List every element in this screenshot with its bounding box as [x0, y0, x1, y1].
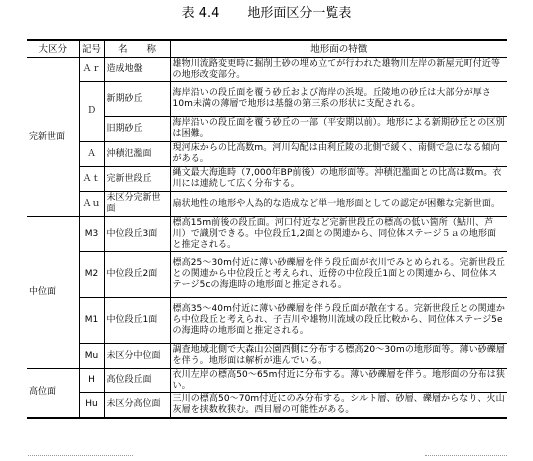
table-row — [27, 298, 507, 344]
name-cell: 未区分完新世面 — [104, 192, 170, 217]
header-description: 地形面の特徴 — [170, 40, 507, 58]
table-row — [27, 58, 507, 82]
description-cell: 三川の標高50～70m付近にのみ分布する。シルト層、砂層、礫層からなり、火山灰層を挟数枚狭む。西目層の可能性がある。 — [170, 393, 507, 418]
description-cell: 調査地域北側で大森山公園西側に分布する標高20～30mの地形面等。薄い砂礫層を伴う。地形面は解析が進んでいる。 — [170, 344, 507, 369]
symbol-cell: Ｄ — [79, 82, 104, 142]
table-row — [27, 82, 507, 117]
symbol-cell: M1 — [79, 298, 104, 344]
description-cell: 現河床からの比高数m。河川勾配は由利丘陵の北側で緩く、南側で急になる傾向がある。 — [170, 142, 507, 167]
description-cell: 縄文最大海進時（7,000年BP前後）の地形面等。沖積氾濫面との比高は数m。衣川には連続して広く分布する。 — [170, 167, 507, 192]
symbol-cell: M2 — [79, 252, 104, 298]
symbol-cell: Ａｕ — [79, 192, 104, 217]
description-cell: 雄物川流路変更時に掘削土砂の埋め立てが行われた雄物川左岸の新屋元町付近等の地形改変部分。 — [170, 58, 507, 82]
table-row — [27, 369, 507, 393]
table-row — [27, 167, 507, 192]
name-cell: 沖積氾濫面 — [104, 142, 170, 167]
description-cell: 衣川左岸の標高50～65m付近に分布する。薄い砂礫層を伴う。地形面の分布は狭い。 — [170, 369, 507, 393]
major-division-cell: 中位面 — [27, 217, 79, 369]
table-number: 表 4.4 — [181, 6, 220, 21]
description-cell: 標高15m前後の段丘面。河口付近など完新世段丘の標高の低い箇所（鮎川、芦川）で識別できる。中位段丘1,2面との関連から、同位体ステージ５ａの地形面と推定される。 — [170, 217, 507, 252]
footer-divider-right — [425, 455, 507, 457]
name-cell: 新期砂丘 — [104, 82, 170, 117]
symbol-cell: Ａｒ — [79, 58, 104, 82]
table-row — [27, 142, 507, 167]
name-cell: 造成地盤 — [104, 58, 170, 82]
name-cell: 未区分中位面 — [104, 344, 170, 369]
symbol-cell: Ａｔ — [79, 167, 104, 192]
table-row — [27, 344, 507, 369]
major-division-cell: 高位面 — [27, 369, 79, 418]
name-cell: 旧期砂丘 — [104, 117, 170, 142]
name-cell: 中位段丘1面 — [104, 298, 170, 344]
description-cell: 標高25～30m付近に薄い砂礫層を伴う段丘面が衣川でみとめられる。完新世段丘との関連から中位段丘と考えられ、近傍の中位段丘1面との関連から、同位体ステージ5cの海進時の地形面と推定される。 — [170, 252, 507, 298]
table-row — [27, 217, 507, 252]
description-cell: 海岸沿いの段丘面を覆う砂丘の一部（平安期以前）。地形による新期砂丘との区別は困難。 — [170, 117, 507, 142]
name-cell: 完新世段丘 — [104, 167, 170, 192]
symbol-cell: M3 — [79, 217, 104, 252]
landform-table — [27, 39, 507, 419]
footer-divider-left — [28, 455, 133, 457]
header-major-division: 大区分 — [27, 40, 79, 58]
name-cell: 高位段丘面 — [104, 369, 170, 393]
name-cell: 中位段丘2面 — [104, 252, 170, 298]
description-cell: 標高35～40m付近に薄い砂礫層を伴う段丘面が散在する。完新世段丘との関連から中位段丘と考えられ、子吉川や雄物川流域の段丘比較から、同位体ステージ5eの海進時の地形面と推定される。 — [170, 298, 507, 344]
symbol-cell: Mu — [79, 344, 104, 369]
description-cell: 扇状地性の地形や人為的な造成など単一地形面としての認定が困難な完新世面。 — [170, 192, 507, 217]
table-caption: 地形面区分一覧表 — [247, 6, 352, 21]
header-symbol: 記号 — [79, 40, 104, 58]
symbol-cell: Hu — [79, 393, 104, 418]
table-row — [27, 393, 507, 418]
symbol-cell: H — [79, 369, 104, 393]
table-row — [27, 252, 507, 298]
name-cell: 未区分高位面 — [104, 393, 170, 418]
table-row — [27, 192, 507, 217]
table-title — [0, 6, 533, 22]
header-name: 名 称 — [104, 40, 170, 58]
major-division-cell: 完新世面 — [27, 58, 79, 217]
table-header-row — [27, 40, 507, 58]
description-cell: 海岸沿いの段丘面を覆う砂丘および海岸の浜堤。丘陵地の砂丘は大部分が厚さ10m未満の薄層で地形は基盤の第三系の形状に支配される。 — [170, 82, 507, 117]
name-cell: 中位段丘3面 — [104, 217, 170, 252]
symbol-cell: Ａ — [79, 142, 104, 167]
